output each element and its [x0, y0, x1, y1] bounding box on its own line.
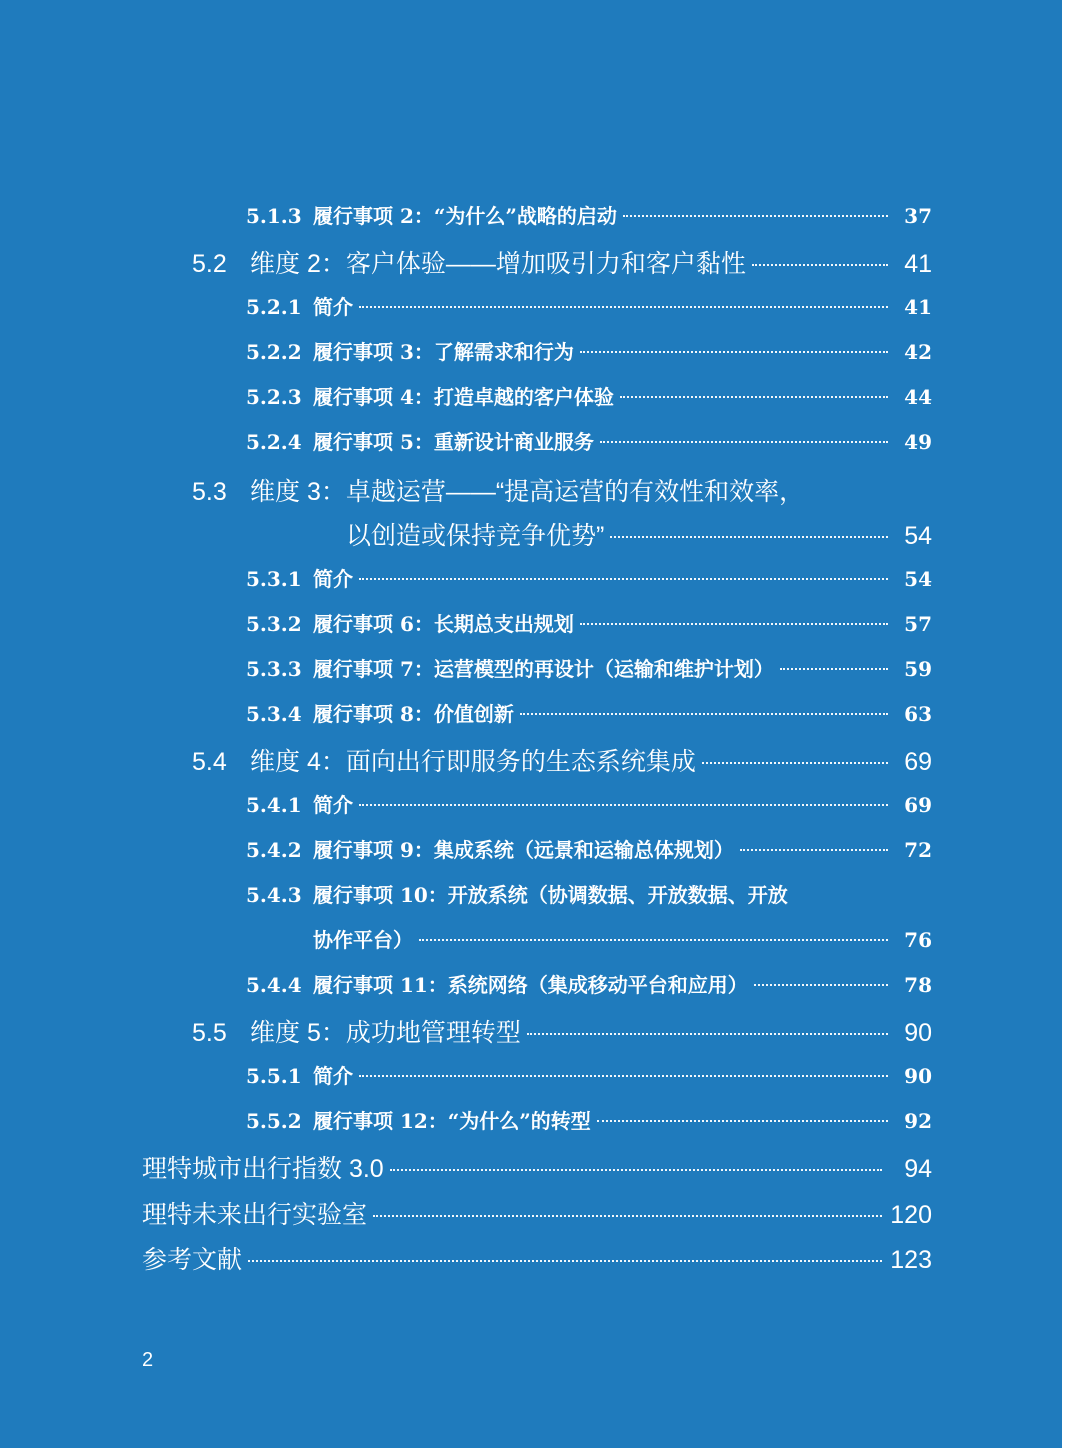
toc-entry-title: 参考文献 [142, 1246, 243, 1274]
toc-entry[interactable] [246, 381, 932, 410]
dot-leader [359, 804, 888, 806]
toc-entry[interactable] [246, 879, 932, 908]
toc-entry-page: 42 [904, 340, 932, 364]
dot-leader [754, 984, 888, 986]
dot-leader [752, 264, 888, 266]
toc-entry-number: 5.3 [192, 478, 227, 506]
toc-entry-page: 90 [904, 1019, 932, 1047]
toc-entry-number: 5.2.3 [246, 385, 302, 409]
dot-leader [520, 713, 888, 715]
toc-entry[interactable] [192, 244, 932, 280]
dot-leader [527, 1033, 888, 1035]
toc-entry-title: 以创造或保持竞争优势” [346, 522, 605, 550]
toc-entry-continuation[interactable] [313, 924, 932, 953]
toc-entry-title: 履行事项 4：打造卓越的客户体验 [313, 385, 614, 409]
toc-entry[interactable] [246, 608, 932, 637]
toc-entry-title: 理特未来出行实验室 [142, 1201, 368, 1229]
toc-entry-page: 54 [904, 522, 932, 550]
toc-entry-number: 5.2.4 [246, 430, 302, 454]
dot-leader [610, 536, 888, 538]
toc-entry[interactable] [246, 789, 932, 818]
toc-entry-page: 72 [904, 838, 932, 862]
toc-entry-page: 57 [904, 612, 932, 636]
toc-entry[interactable] [246, 426, 932, 455]
toc-entry-number: 5.4 [192, 748, 227, 776]
toc-entry-continuation[interactable] [346, 516, 932, 552]
toc-entry-title-line1: 履行事项 10：开放系统（协调数据、开放数据、开放 [313, 883, 788, 907]
toc-entry-number: 5.4.2 [246, 838, 302, 862]
dot-leader [600, 441, 888, 443]
toc-entry-page: 41 [904, 295, 932, 319]
toc-entry-number: 5.4.3 [246, 883, 302, 907]
toc-entry-page: 76 [904, 928, 932, 952]
toc-entry[interactable] [246, 291, 932, 320]
toc-entry-title-line1: 维度 3：卓越运营——“提高运营的有效性和效率， [250, 478, 805, 506]
dot-leader [597, 1120, 888, 1122]
dot-leader [580, 351, 888, 353]
toc-entry-number: 5.1.3 [246, 204, 302, 228]
toc-entry-page: 123 [890, 1246, 932, 1274]
toc-entry[interactable] [246, 698, 932, 727]
toc-entry-page: 37 [904, 204, 932, 228]
toc-entry[interactable] [192, 1013, 932, 1049]
toc-entry-number: 5.2.2 [246, 340, 302, 364]
toc-entry-number: 5.3.4 [246, 702, 302, 726]
dot-leader [359, 1075, 888, 1077]
toc-entry[interactable] [246, 200, 932, 229]
toc-entry-page: 120 [890, 1201, 932, 1229]
dot-leader [620, 396, 888, 398]
dot-leader [248, 1260, 882, 1262]
toc-entry[interactable] [246, 1060, 932, 1089]
toc-entry-number: 5.2.1 [246, 295, 302, 319]
toc-entry[interactable] [192, 742, 932, 778]
toc-entry-title: 简介 [313, 567, 353, 591]
toc-entry[interactable] [246, 336, 932, 365]
toc-entry-page: 94 [904, 1155, 932, 1183]
toc-entry-number: 5.4.4 [246, 973, 302, 997]
toc-entry-number: 5.3.2 [246, 612, 302, 636]
toc-entry-number: 5.2 [192, 250, 227, 278]
toc-entry-page: 92 [904, 1109, 932, 1133]
toc-entry-page: 69 [904, 748, 932, 776]
dot-leader [780, 668, 888, 670]
toc-entry-title: 维度 2：客户体验——增加吸引力和客户黏性 [250, 250, 746, 278]
toc-entry-number: 5.5.2 [246, 1109, 302, 1133]
dot-leader [419, 939, 888, 941]
toc-entry-title: 维度 5：成功地管理转型 [250, 1019, 521, 1047]
toc-entry-page: 90 [904, 1064, 932, 1088]
toc-entry-page: 41 [904, 250, 932, 278]
toc-entry-title: 履行事项 3：了解需求和行为 [313, 340, 574, 364]
toc-entry[interactable] [246, 653, 932, 682]
toc-entry-page: 59 [904, 657, 932, 681]
toc-entry[interactable] [142, 1195, 932, 1231]
toc-entry-title: 履行事项 6：长期总支出规划 [313, 612, 574, 636]
dot-leader [373, 1215, 882, 1217]
toc-entry-title: 履行事项 12：“为什么”的转型 [313, 1109, 591, 1133]
dot-leader [740, 849, 888, 851]
toc-entry[interactable] [246, 563, 932, 592]
toc-entry-title: 履行事项 9：集成系统（远景和运输总体规划） [313, 838, 734, 862]
toc-entry-title: 履行事项 5：重新设计商业服务 [313, 430, 594, 454]
toc-entry-title: 简介 [313, 1064, 353, 1088]
toc-entry-page: 78 [904, 973, 932, 997]
toc-entry[interactable] [246, 1105, 932, 1134]
toc-entry-number: 5.3.1 [246, 567, 302, 591]
toc-entry-title: 维度 4：面向出行即服务的生态系统集成 [250, 748, 696, 776]
toc-entry-title: 理特城市出行指数 3.0 [142, 1155, 384, 1183]
toc-entry[interactable] [246, 969, 932, 998]
toc-entry-number: 5.5.1 [246, 1064, 302, 1088]
toc-entry-page: 63 [904, 702, 932, 726]
dot-leader [359, 578, 888, 580]
dot-leader [390, 1169, 882, 1171]
toc-entry-page: 69 [904, 793, 932, 817]
toc-entry-title: 履行事项 8：价值创新 [313, 702, 514, 726]
toc-entry-title: 履行事项 11：系统网络（集成移动平台和应用） [313, 973, 748, 997]
toc-entry-number: 5.4.1 [246, 793, 302, 817]
toc-entry[interactable] [142, 1240, 932, 1276]
toc-entry[interactable] [142, 1149, 932, 1185]
toc-entry[interactable] [192, 472, 932, 508]
toc-entry-page: 49 [904, 430, 932, 454]
toc-entry-page: 44 [904, 385, 932, 409]
toc-entry-page: 54 [904, 567, 932, 591]
toc-entry-title: 简介 [313, 295, 353, 319]
dot-leader [359, 306, 888, 308]
dot-leader [702, 762, 888, 764]
toc-entry-title: 简介 [313, 793, 353, 817]
page-margin [1062, 0, 1080, 1448]
toc-entry-number: 5.3.3 [246, 657, 302, 681]
dot-leader [623, 215, 888, 217]
toc-entry-title: 履行事项 7：运营模型的再设计（运输和维护计划） [313, 657, 774, 681]
toc-entry-title: 协作平台） [313, 928, 413, 952]
toc-entry-number: 5.5 [192, 1019, 227, 1047]
toc-entry-title: 履行事项 2：“为什么”战略的启动 [313, 204, 617, 228]
dot-leader [580, 623, 888, 625]
toc-entry[interactable] [246, 834, 932, 863]
page-number: 2 [142, 1349, 154, 1371]
